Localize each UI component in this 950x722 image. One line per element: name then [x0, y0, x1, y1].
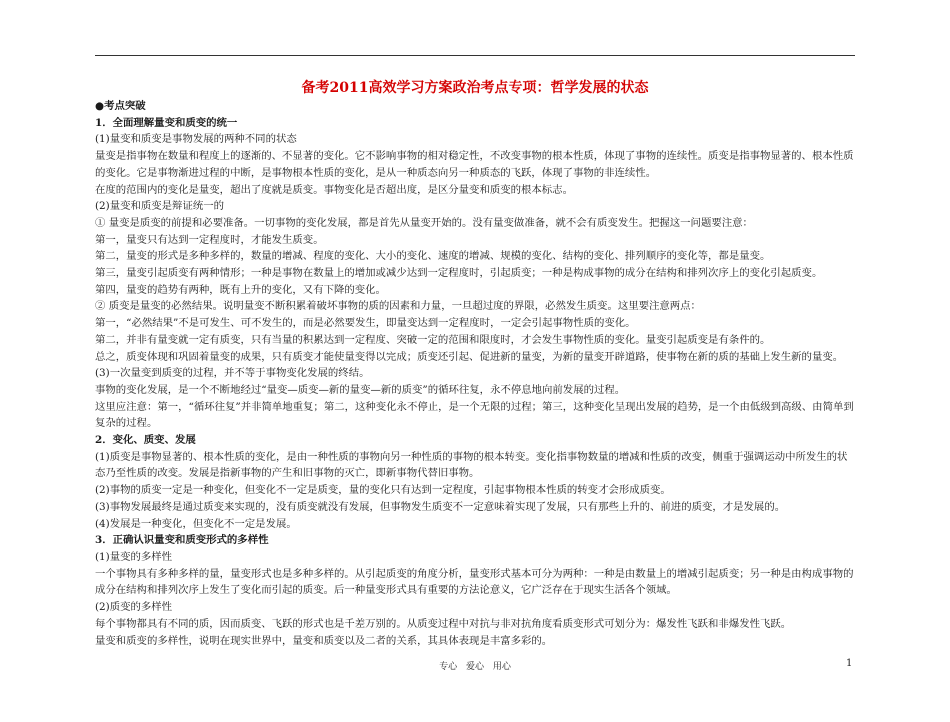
paragraph: 第二，并非有量变就一定有质变，只有当量的积累达到一定程度、突破一定的范围和限度时，才会发生事物性质的变化。量变引起质变是有条件的。 — [95, 333, 771, 346]
section-heading: 3．正确认识量变和质变形式的多样性 — [95, 534, 269, 547]
paragraph: (2)量变和质变是辩证统一的 — [95, 200, 225, 213]
page-footer — [95, 659, 855, 672]
paragraph: 第四，量变的趋势有两种，既有上升的变化，又有下降的变化。 — [95, 283, 386, 296]
section-heading: ●考点突破 — [95, 100, 146, 112]
header-rule — [95, 55, 855, 56]
paragraph: (2)质变的多样性 — [95, 601, 173, 614]
document-title: 备考2011高效学习方案政治考点专项：哲学发展的状态 — [301, 80, 649, 96]
footer-word: 用心 — [492, 662, 511, 672]
paragraph: 每个事物都具有不同的质，因而质变、飞跃的形式也是千差万别的。从质变过程中对抗与非对抗角度看质变形式可划分为：爆发性飞跃和非爆发性飞跃。 — [95, 617, 792, 630]
section-heading: 2．变化、质变、发展 — [95, 434, 196, 447]
paragraph: 第一，量变只有达到一定程度时，才能发生质变。 — [95, 233, 324, 246]
paragraph: 总之，质变体现和巩固着量变的成果，只有质变才能使量变得以完成；质变还引起、促进新的量变，为新的量变开辟道路，使事物在新的质的基础上发生新的量变。 — [95, 350, 844, 363]
paragraph: (3)事物发展最终是通过质变来实现的，没有质变就没有发展，但事物发生质变不一定意味着实现了发展，只有那些上升的、前进的质变，才是发展的。 — [95, 500, 786, 513]
paragraph: 第一，“必然结果”不是可发生、可不发生的，而是必然要发生，即量变达到一定程度时，一定会引起事物性质的变化。 — [95, 317, 636, 330]
paragraph: ② 质变是量变的必然结果。说明量变不断积累着破坏事物的质的因素和力量，一旦超过度的界限，必然发生质变。这里要注意两点： — [95, 300, 701, 313]
footer-word: 专心 — [439, 662, 458, 672]
paragraph: ① 量变是质变的前提和必要准备。一切事物的变化发展，都是首先从量变开始的。没有量变做准备，就不会有质变发生。把握这一问题要注意： — [95, 216, 753, 229]
paragraph: 第三，量变引起质变有两种情形；一种是事物在数量上的增加或减少达到一定程度时，引起质变；一种是构成事物的成分在结构和排列次序上的变化引起质变。 — [95, 267, 823, 280]
paragraph: 这里应注意：第一，“循环往复”并非简单地重复；第二，这种变化永不停止，是一个无限的过程；第三，这种变化呈现出发展的趋势，是一个由低级到高级、由简单到复杂的过程。 — [95, 400, 854, 430]
paragraph: (2)事物的质变一定是一种变化，但变化不一定是质变，量的变化只有达到一定程度，引起事物根本性质的转变才会形成质变。 — [95, 484, 671, 497]
paragraph: 量变和质变的多样性，说明在现实世界中，量变和质变以及二者的关系，其具体表现是丰富多彩的。 — [95, 634, 553, 647]
section-heading: 1．全面理解量变和质变的统一 — [95, 116, 238, 129]
paragraph: 一个事物具有多种多样的量，量变形式也是多种多样的。从引起质变的角度分析，量变形式基本可分为两种：一种是由数量上的增减引起质变；另一种是由构成事物的成分在结构和排列次序上发生了变化而引起的质变。后一种量变形式具有重要的方法论意义，它广泛存在于现实生活各个领域。 — [95, 567, 854, 597]
paragraph: (1)量变的多样性 — [95, 550, 173, 563]
document-body — [95, 98, 857, 649]
page-number: 1 — [846, 658, 853, 669]
paragraph: (1)量变和质变是事物发展的两种不同的状态 — [95, 133, 297, 146]
paragraph: 第二，量变的形式是多种多样的，数量的增减、程度的变化、大小的变化、速度的增减、规模的变化、结构的变化、排列顺序的变化等，都是量变。 — [95, 250, 771, 263]
paragraph: 事物的变化发展，是一个不断地经过“量变—质变—新的量变—新的质变”的循环往复，永不停息地向前发展的过程。 — [95, 383, 626, 396]
paragraph: (3)一次量变到质变的过程，并不等于事物变化发展的终结。 — [95, 367, 370, 380]
paragraph: (1)质变是事物显著的、根本性质的变化，是由一种性质的事物向另一种性质的事物的根本转变。变化指事物数量的增减和性质的改变，侧重于强调运动中所发生的状态乃至性质的改变。发展是指新事物的产生和旧事物的灭亡，即新事物代替旧事物。 — [95, 450, 848, 480]
footer-word: 爱心 — [465, 662, 484, 672]
paragraph: (4)发展是一种变化，但变化不一定是发展。 — [95, 517, 297, 530]
paragraph: 在度的范围内的变化是量变，超出了度就是质变。事物变化是否超出度，是区分量变和质变的根本标志。 — [95, 183, 573, 196]
paragraph: 量变是指事物在数量和程度上的逐渐的、不显著的变化。它不影响事物的相对稳定性，不改变事物的根本性质，体现了事物的连续性。质变是指事物显著的、根本性质的变化。它是事物渐进过程的中断，是事物根本性质的变化，是从一种质态向另一种质态的飞跃，体现了事物的非连续性。 — [95, 150, 854, 179]
